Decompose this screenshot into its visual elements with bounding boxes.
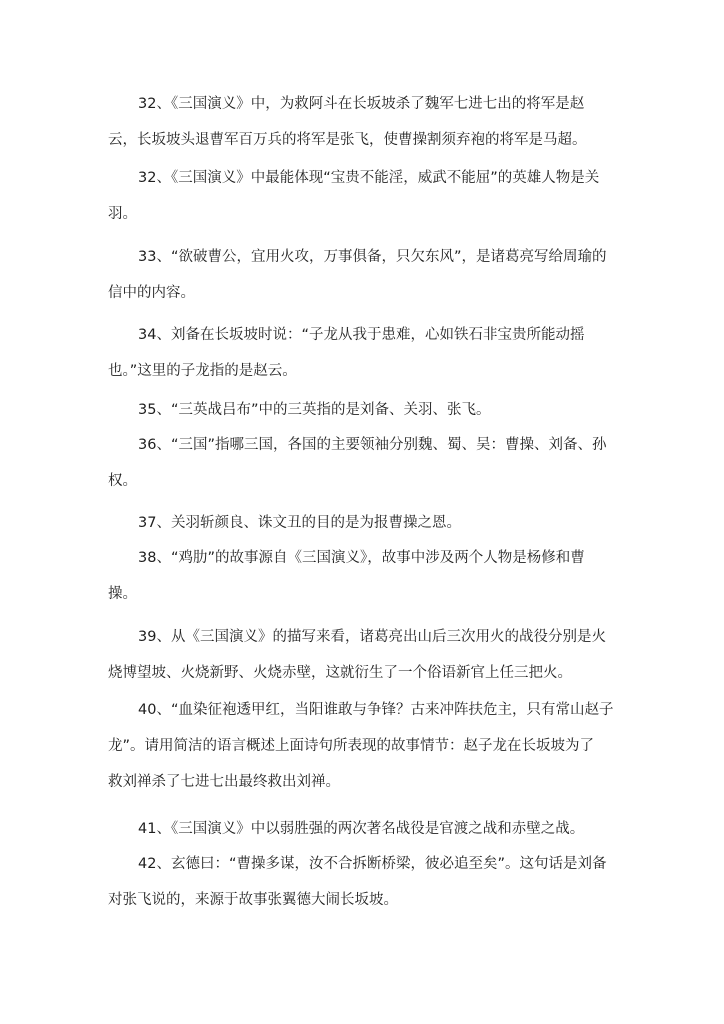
text-line: 烧博望坡、火烧新野、火烧赤壁，这就衍生了一个俗语新官上任三把火。 <box>108 665 572 681</box>
text-line: 41、《三国演义》中以弱胜强的两次著名战役是官渡之战和赤壁之战。 <box>138 821 585 837</box>
paragraph-39 <box>108 619 626 691</box>
paragraph-41 <box>108 811 626 847</box>
paragraph-34 <box>108 317 626 389</box>
paragraph-42 <box>108 846 626 918</box>
text-line: 37、关羽斩颜良、诛文丑的目的是为报曹操之恩。 <box>138 515 461 531</box>
text-line: 信中的内容。 <box>108 285 195 301</box>
paragraph-40 <box>108 692 626 800</box>
text-line: 38、“鸡肋”的故事源自《三国演义》，故事中涉及两个人物是杨修和曹 <box>138 550 585 566</box>
paragraph-32b <box>108 160 626 232</box>
paragraph-37 <box>108 505 626 541</box>
text-line: 36、“三国”指哪三国，各国的主要领袖分别魏、蜀、吴：曹操、刘备、孙 <box>138 437 607 453</box>
paragraph-38 <box>108 540 626 612</box>
text-line: 40、“血染征袍透甲红，当阳谁敢与争锋？古来冲阵扶危主，只有常山赵子 <box>138 702 614 718</box>
paragraph-33 <box>108 239 626 311</box>
text-line: 34、刘备在长坂坡时说：“子龙从我于患难，心如铁石非宝贵所能动摇 <box>138 327 585 343</box>
text-line: 35、“三英战吕布”中的三英指的是刘备、关羽、张飞。 <box>138 402 491 418</box>
text-line: 救刘禅杀了七进七出最终救出刘禅。 <box>108 774 340 790</box>
text-line: 32、《三国演义》中最能体现“宝贵不能淫，威武不能屈”的英雄人物是关 <box>138 170 600 186</box>
text-line: 对张飞说的，来源于故事张翼德大闹长坂坡。 <box>108 892 398 908</box>
paragraph-35 <box>108 392 626 428</box>
text-line: 也。”这里的子龙指的是赵云。 <box>108 363 297 379</box>
text-line: 云，长坂坡头退曹军百万兵的将军是张飞，使曹操割须弃袍的将军是马超。 <box>108 132 587 148</box>
text-line: 龙”。请用简洁的语言概述上面诗句所表现的故事情节：赵子龙在长坂坡为了 <box>108 738 595 754</box>
text-line: 权。 <box>108 473 137 489</box>
text-line: 操。 <box>108 586 137 602</box>
paragraph-32a <box>108 86 626 158</box>
paragraph-36 <box>108 427 626 499</box>
text-line: 33、“欲破曹公，宜用火攻，万事俱备，只欠东风”，是诸葛亮写给周瑜的 <box>138 249 607 265</box>
text-line: 羽。 <box>108 206 137 222</box>
text-line: 32、《三国演义》中，为救阿斗在长坂坡杀了魏军七进七出的将军是赵 <box>138 96 585 112</box>
text-line: 39、从《三国演义》的描写来看，诸葛亮出山后三次用火的战役分别是火 <box>138 629 606 645</box>
text-line: 42、玄德曰：“曹操多谋，汝不合拆断桥梁，彼必追至矣”。这句话是刘备 <box>138 856 607 872</box>
